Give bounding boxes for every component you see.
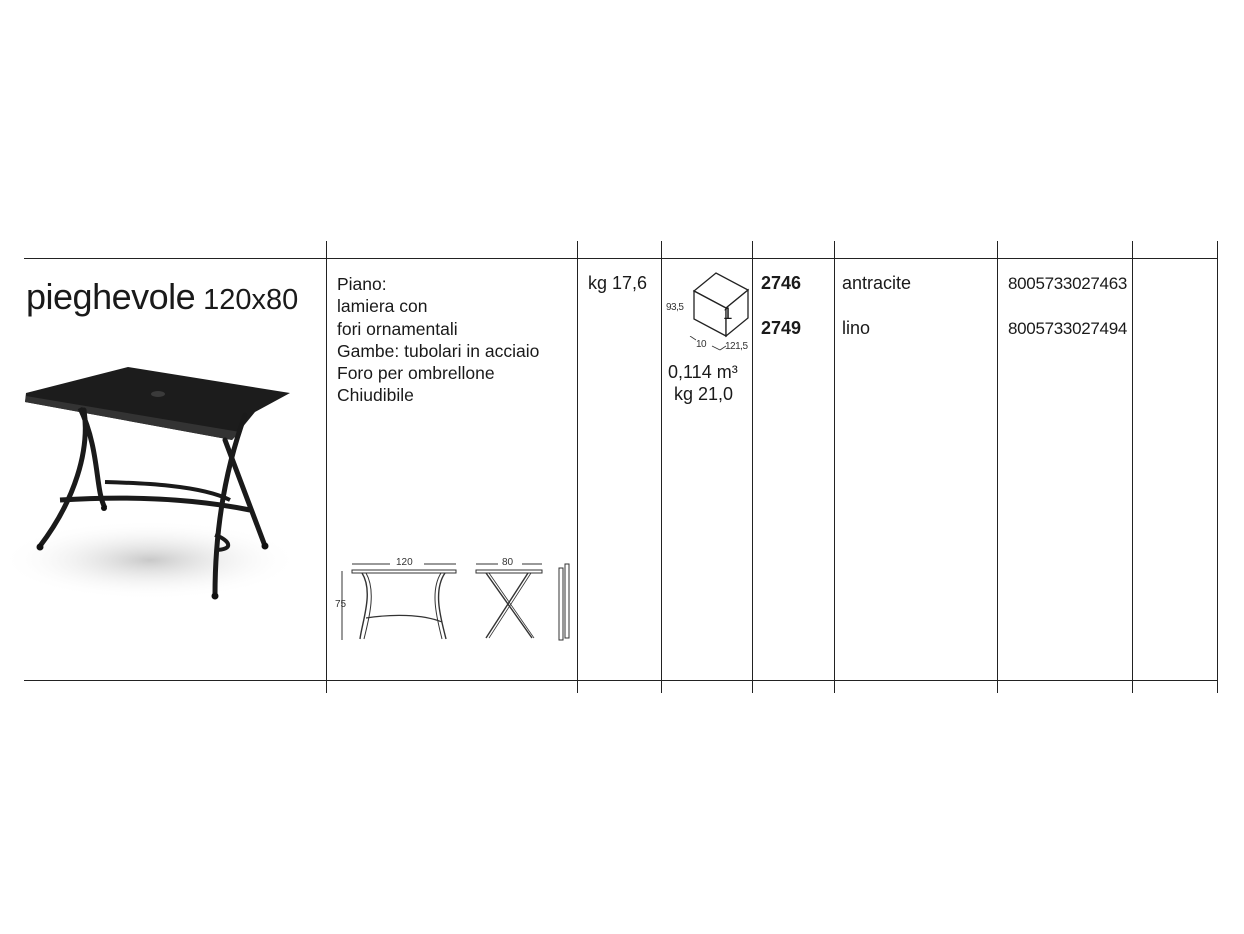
- table-bottom-rule: [24, 680, 1218, 681]
- description-line: lamiera con: [337, 296, 428, 317]
- package-width-label: 121,5: [725, 341, 748, 352]
- description-line: Gambe: tubolari in acciaio: [337, 340, 540, 361]
- table-folded-view-drawing: [556, 562, 576, 644]
- variant-code: 2749: [761, 318, 802, 338]
- column-divider: [1217, 241, 1218, 693]
- column-divider: [752, 241, 753, 693]
- package-gross-weight: kg 21,0: [674, 384, 734, 404]
- description-line: fori ornamentali: [337, 318, 458, 339]
- product-name: pieghevole: [26, 276, 196, 317]
- column-divider: [834, 241, 835, 693]
- dimension-depth-label: 80: [502, 557, 514, 568]
- product-size: 120x80: [203, 284, 299, 316]
- package-box-icon: [686, 268, 752, 338]
- package-volume: 0,114 m³: [668, 362, 738, 382]
- dimension-length-label: 120: [396, 557, 413, 568]
- description-line: Chiudibile: [337, 385, 414, 406]
- package-depth-label: 10: [696, 339, 707, 350]
- column-divider: [1132, 241, 1133, 693]
- product-title: [26, 276, 298, 318]
- variant-color: antracite: [842, 273, 912, 293]
- package-quantity: 1: [723, 304, 733, 323]
- variant-code: 2746: [761, 273, 802, 293]
- variant-ean: 8005733027463: [1008, 274, 1128, 293]
- description-line: Foro per ombrellone: [337, 363, 495, 384]
- description-line: Piano:: [337, 274, 387, 294]
- folding-table-photo: [0, 360, 320, 610]
- column-divider: [577, 241, 578, 693]
- package-height-label: 93,5: [666, 302, 684, 313]
- product-description: [337, 273, 539, 407]
- column-divider: [997, 241, 998, 693]
- dimension-height-label: 75: [335, 599, 347, 610]
- net-weight: kg 17,6: [588, 273, 648, 293]
- column-divider: [661, 241, 662, 693]
- variant-ean: 8005733027494: [1008, 319, 1128, 338]
- table-top-rule: [24, 258, 1218, 259]
- column-divider: [326, 241, 327, 693]
- variant-color: lino: [842, 318, 871, 338]
